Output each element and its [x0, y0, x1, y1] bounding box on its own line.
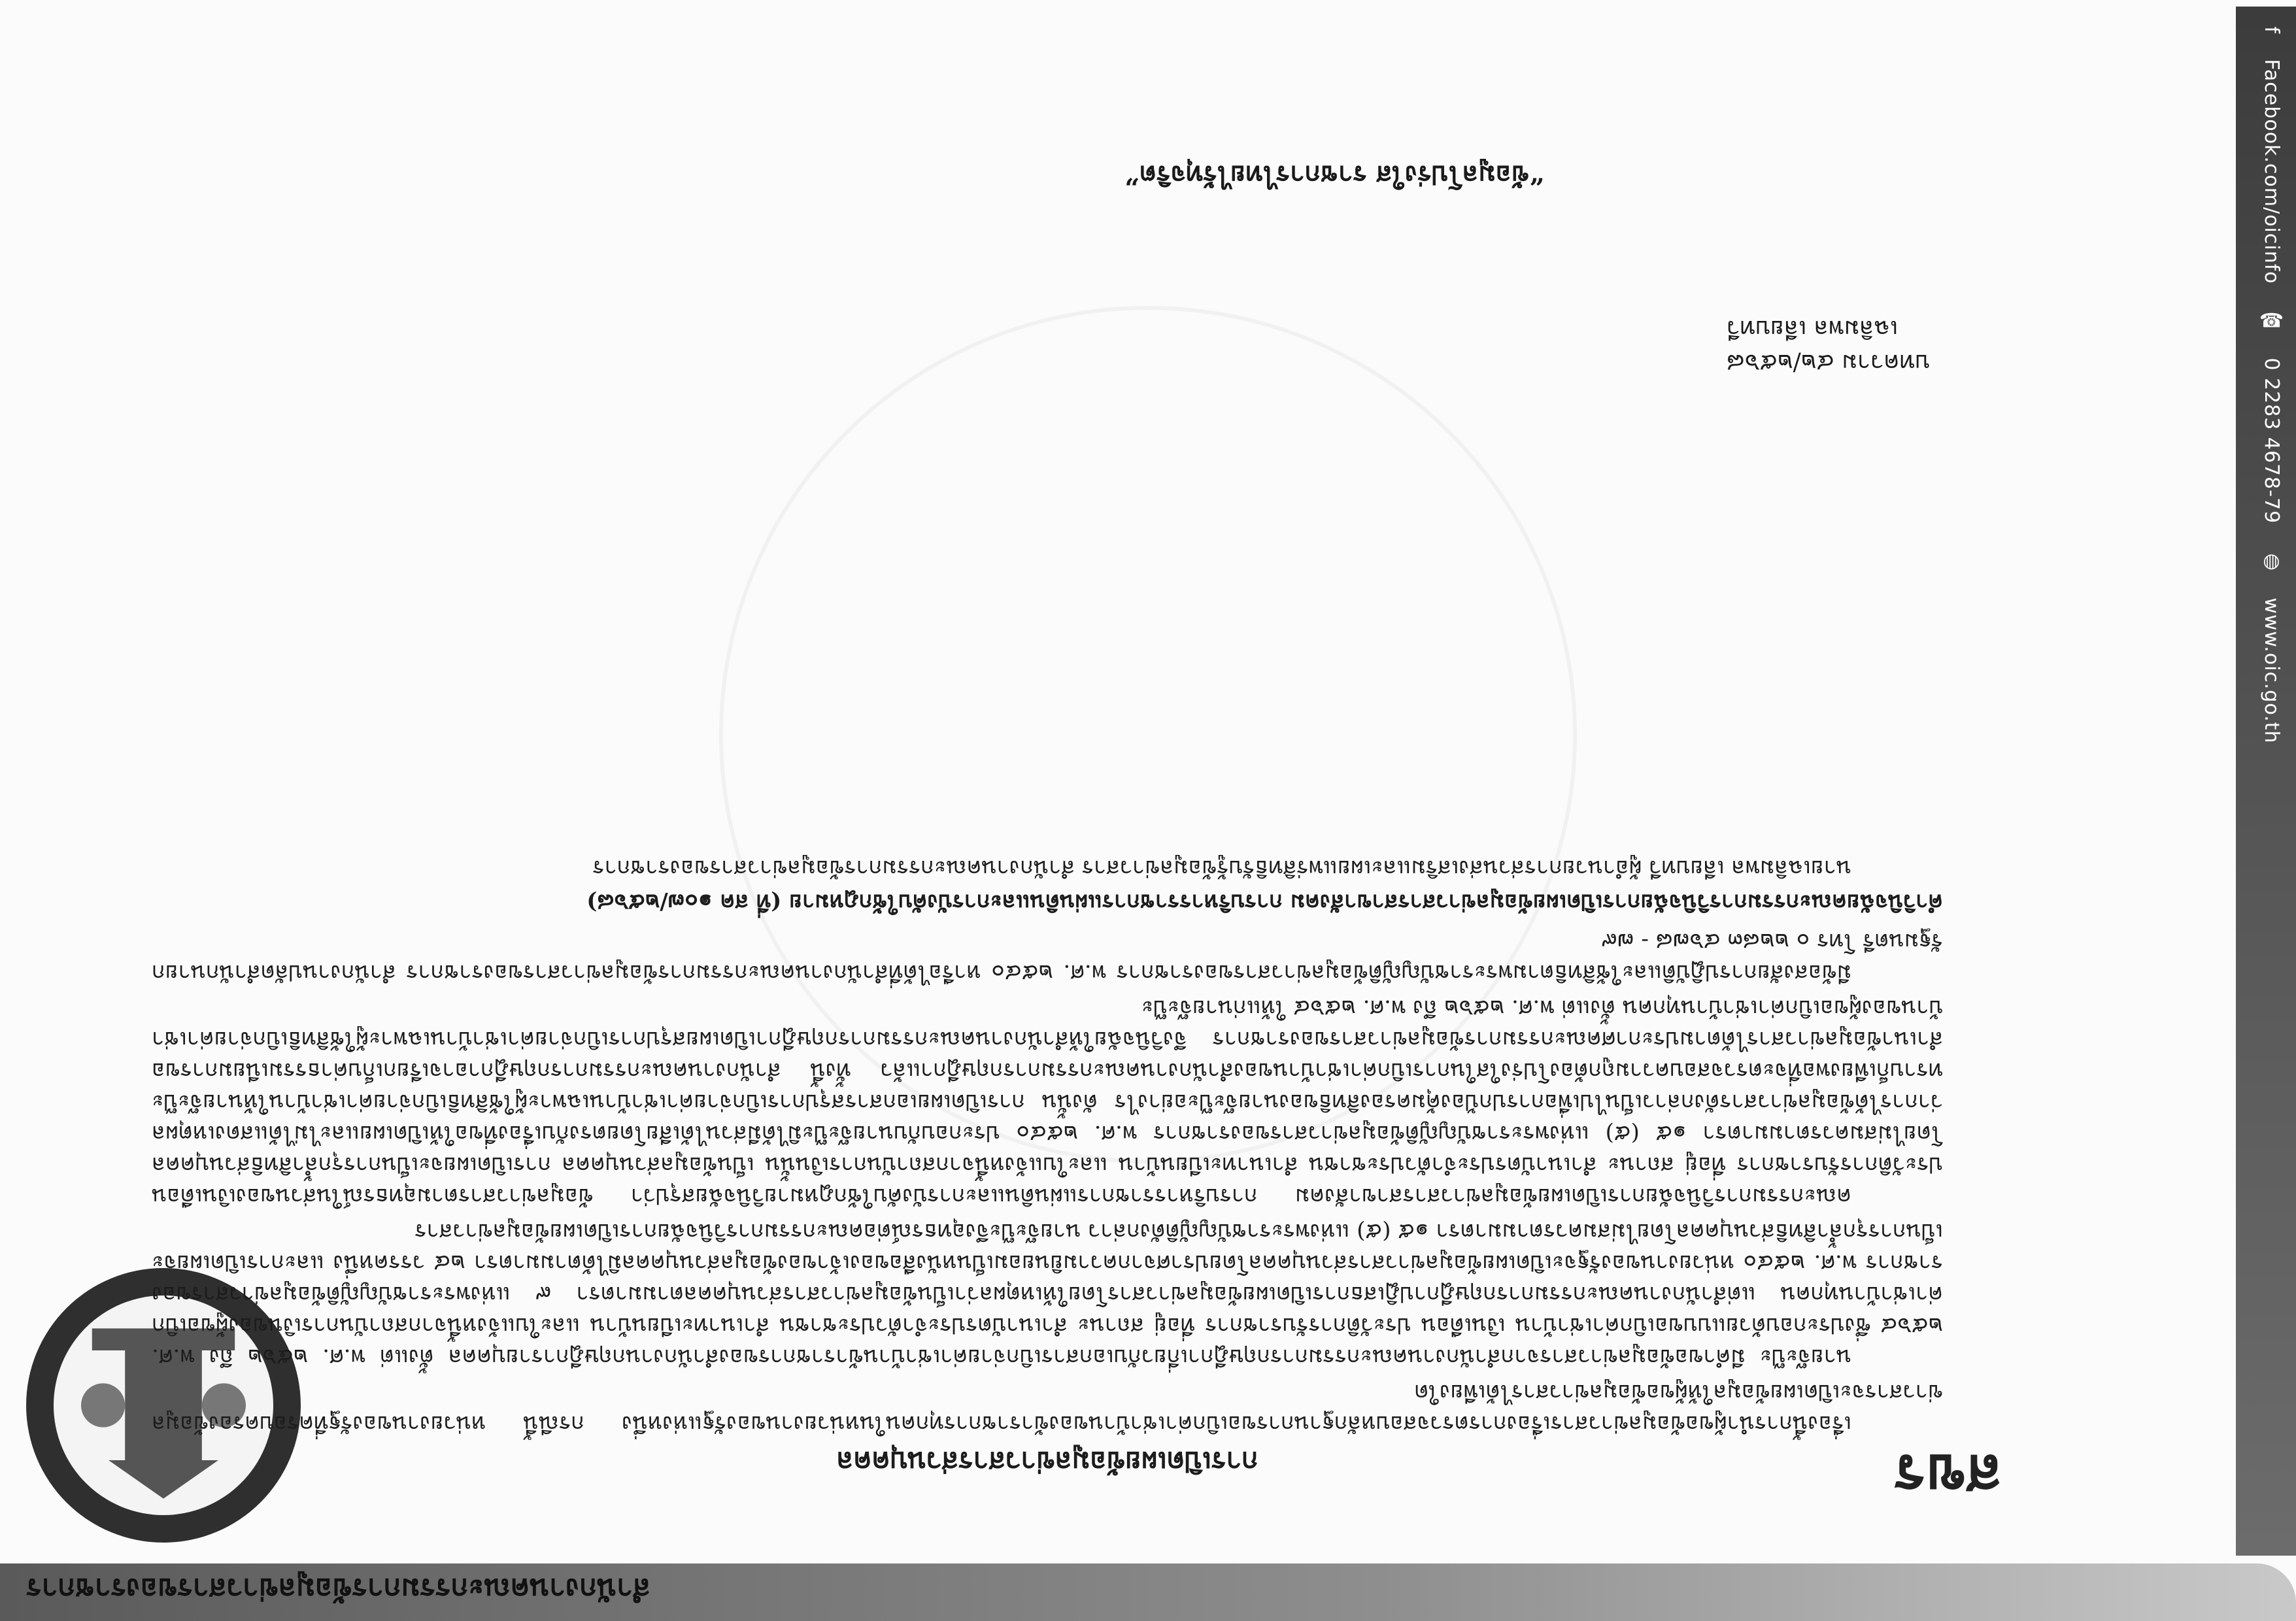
brand-mark: สขร [1894, 1441, 2002, 1510]
author-credit: นายเฉลิมพล เลียบทวี ผู้อำนวยการส่วนส่งเสริมและเผยแพร่สิทธิรับรู้ข้อมูลข่าวสาร สำนักงานคณะกรรมการข้อมูลข่าวสารของราชการ [592, 855, 1851, 881]
agency-name: สำนักงานคณะกรรมการข้อมูลข่าวสารของราชการ [26, 1572, 650, 1605]
globe-icon: ◍ [2260, 548, 2283, 573]
website-link[interactable]: www.oic.go.th [2260, 597, 2283, 744]
article-number: บทความ ๔๒/๒๕๖๘ [1727, 349, 1930, 376]
facebook-link[interactable]: Facebook.com/oicinfo [2260, 59, 2283, 284]
paragraph: นายจ๊ะป๊ะ มีคำขอข้อมูลข่าวสารจากสำนักงานคณะกรรมการกฤษฎีกาเกี่ยวกับเอกสารเบิกจ่ายค่าเช่าบ้านข้าราชการของสำนักงานกฤษฎีการายบุคคล ตั้งแต่ พ.ศ. ๒๕๖๒ ถึง พ.ศ. ๒๕๖๔ ซึ่งประกอบด้วยแบบขอเบิกค่าเช่าบ้าน เงินเดือน ประวัติการรับราชการ ที่อยู่ สถานะ สำเนาบัตรประจำตัวประชาชน สำเนาทะเบียนบ้าน และใบแจ้งหนี้จากสถาบันการเงินของผู้ขอเบิกค่าเช่าบ้านทุกคน แต่สำนักงานคณะกรรมการกฤษฎีกาปฏิเสธการเปิดเผยข้อมูลข่าวสารโดยให้เหตุผลว่าเป็นข้อมูลข่าวสารส่วนบุคคลตามมาตรา ๙ แห่งพระราชบัญญัติข้อมูลข่าวสารของราชการ พ.ศ. ๒๕๔๐ หน่วยงานของรัฐจะเปิดเผยข้อมูลข่าวสารส่วนบุคคลโดยปราศจากความยินยอมเป็นหนังสือของเจ้าของข้อมูลส่วนบุคคลมิได้ตามมาตรา ๒๔ วรรคหนึ่ง และการเปิดเผยจะเป็นการรุกล้ำสิทธิส่วนบุคคลโดยไม่สมควรตามมาตรา ๑๕ (๕) แห่งพระราชบัญญัติดังกล่าว นายจ๊ะป๊ะจึงอุทธรณ์ต่อคณะกรรมการวินิจฉัยการเปิดเผยข้อมูลข่าวสาร [152, 1218, 1943, 1370]
slogan: “ข้อมูลโปร่งใส ราชการไทยไร้ทุจริต” [1124, 159, 1544, 190]
article-author: เฉลิมพล เลียบทวี [1727, 315, 1899, 342]
contact-info [2260, 26, 2283, 762]
document-title: การเปิดเผยข้อมูลข่าวสารส่วนบุคคล [836, 1446, 1258, 1478]
ruling-heading: คำวินิจฉัยคณะกรรมการวินิจฉัยการเปิดเผยข้อมูลข่าวสารสาขาสังคม การบริหารราชการแผ่นดินและการบังคับใช้กฎหมาย (ที่ สค ๑๐๗/๒๕๖๘) [586, 889, 1943, 915]
paragraph: เรื่องนี้การนำผู้ขอข้อมูลข่าวสารเรื่องการตรวจสอบหลักฐานการขอเบิกค่าเช่าบ้านของข้าราชการทุกคนในหน่วยงานของรัฐแห่งหนึ่ง กรณีนี้ หน่วยงานของรัฐที่ครอบครองข้อมูลข่าวสารจะเปิดเผยข้อมูลให้ผู้ขอข้อมูลข่าวสารได้เพียงใด [152, 1379, 1943, 1437]
contact-strip [2236, 7, 2296, 1556]
document-body [152, 105, 1943, 1477]
header-band [0, 1563, 2296, 1621]
facebook-icon: f [2260, 26, 2283, 34]
phone-number: 0 2283 4678-79 [2260, 358, 2283, 524]
phone-icon: ☎ [2260, 309, 2283, 333]
paragraph: มีข้อสงสัยการปฏิบัติและใช้สิทธิตามพระราชบัญญัติข้อมูลข่าวสารของราชการ พ.ศ. ๒๕๔๐ หารือได้ที่สำนักงานคณะกรรมการข้อมูลข่าวสารของราชการ สำนักงานปลัดสำนักนายกรัฐมนตรี โทร ๐ ๒๒๘๓ ๔๖๗๘ - ๗๙ [152, 928, 1943, 986]
paragraph: คณะกรรมการวินิจฉัยการเปิดเผยข้อมูลข่าวสารสาขาสังคม การบริหารราชการแผ่นดินและการบังคับใช้กฎหมายวินิจฉัยสรุปว่า ข้อมูลข่าวสารตามอุทธรณ์ในส่วนของเงินเดือน ประวัติการรับราชการ ที่อยู่ สถานะ สำเนาบัตรประจำตัวประชาชน สำเนาทะเบียนบ้าน และใบแจ้งหนี้จากสถาบันการเงินนั้น เป็นข้อมูลส่วนบุคคล การเปิดเผยจะเป็นการรุกล้ำสิทธิส่วนบุคคลโดยไม่สมควรตามมาตรา ๑๕ (๕) แห่งพระราชบัญญัติข้อมูลข่าวสารของราชการ พ.ศ. ๒๕๔๐ ประกอบกับนายจ๊ะป๊ะมิได้มีส่วนได้เสียโดยตรงกับเรื่องที่ขอให้เปิดเผยและไม่ได้แสดงเหตุผลว่าการได้ข้อมูลข่าวสารดังกล่าวเป็นไปเพื่อการปกป้องคุ้มครองสิทธิของนายจ๊ะป๊ะอย่างไร ดังนั้น การเปิดเผยเอกสารสรุปการเบิกจ่ายค่าเช่าบ้านเฉพาะผู้ใช้สิทธิเบิกจ่ายค่าเช่าบ้านให้นายจ๊ะป๊ะทราบก็เพียงพอที่จะตรวจสอบความถูกต้องโปร่งใสในการเบิกค่าเช่าบ้านของสำนักงานคณะกรรมการกฤษฎีกาแล้ว ทั้งนี้ สำนักงานคณะกรรมการกฤษฎีกาอาจเรียกเก็บค่าธรรมเนียมการขอสำเนาข้อมูลข่าวสารได้ตามประกาศคณะกรรมการข้อมูลข่าวสารของราชการ จึงวินิจฉัยให้สำนักงานคณะกรรมการกฤษฎีกาเปิดเผยสรุปการเบิกจ่ายค่าเช่าบ้านเฉพาะผู้ใช้สิทธิเบิกจ่ายค่าเช่าบ้านของผู้ขอเบิกค่าเช่าบ้านทุกคน ตั้งแต่ พ.ศ. ๒๕๖๒ ถึง พ.ศ. ๒๕๖๔ ให้แก่นายจ๊ะป๊ะ [152, 995, 1943, 1209]
